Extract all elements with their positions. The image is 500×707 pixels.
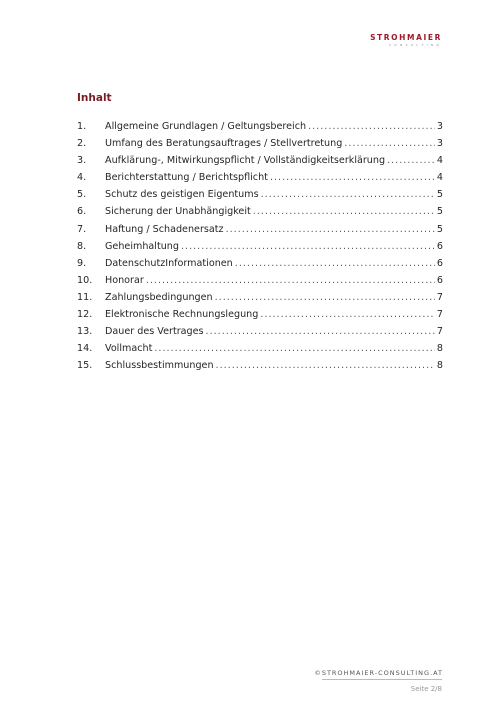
toc-entry-leader: [308, 121, 435, 132]
toc-entry[interactable]: [77, 241, 443, 258]
footer-divider: [322, 679, 442, 680]
toc-entry-title: Umfang des Beratungsauftrages / Stellvertretung: [105, 138, 343, 150]
toc-entry-title: Vollmacht: [105, 343, 153, 355]
toc-entry[interactable]: [77, 275, 443, 292]
toc-entry[interactable]: [77, 189, 443, 206]
toc-entry-leader: [253, 206, 435, 217]
toc-entry[interactable]: [77, 360, 443, 377]
toc-entry-leader: [344, 138, 435, 149]
toc-entry-leader: [181, 241, 435, 252]
toc-entry-page: 3: [436, 121, 443, 132]
toc-entry[interactable]: [77, 224, 443, 241]
toc-entry-number: 14.: [77, 343, 93, 355]
toc-entry-leader: [206, 326, 435, 337]
toc-entry-leader: [154, 343, 435, 354]
toc-entry[interactable]: [77, 292, 443, 309]
toc-entry-number: 7.: [77, 223, 87, 235]
toc-entry-page: 8: [436, 360, 443, 372]
toc-entry-number: 10.: [77, 274, 93, 286]
toc-entry[interactable]: [77, 258, 443, 275]
company-logo: [370, 33, 442, 47]
toc-entry[interactable]: [77, 343, 443, 360]
toc-entry-page: 5: [436, 223, 443, 235]
toc-entry-page: 7: [436, 326, 443, 338]
toc-entry-title: Sicherung der Unabhängigkeit: [105, 206, 251, 218]
toc-entry-number: 11.: [77, 291, 93, 303]
toc-entry-page: 7: [436, 309, 443, 321]
toc-entry[interactable]: [77, 138, 443, 155]
toc-entry-leader: [235, 258, 435, 269]
toc-entry-title: Geheimhaltung: [105, 240, 179, 252]
logo-subtext: C O N S U L T I N G: [388, 43, 440, 47]
toc-entry[interactable]: [77, 309, 443, 326]
toc-entry-page: 7: [436, 291, 443, 303]
page-number: Seite 2/8: [410, 685, 442, 693]
toc-entry-number: 15.: [77, 360, 93, 372]
toc-entry-title: Schutz des geistigen Eigentums: [105, 189, 259, 201]
toc-entry-number: 9.: [77, 257, 87, 269]
toc-entry-number: 12.: [77, 309, 93, 321]
toc-entry-leader: [387, 155, 435, 166]
toc-entry-number: 3.: [77, 155, 87, 167]
toc-heading: Inhalt: [77, 92, 112, 104]
toc-entry[interactable]: [77, 206, 443, 223]
footer-copyright: ©STROHMAIER-CONSULTING.AT: [314, 669, 443, 677]
toc-entry-number: 5.: [77, 189, 87, 201]
toc-entry-leader: [261, 189, 435, 200]
toc-entry-page: 5: [436, 189, 443, 201]
toc-entry-title: Zahlungsbedingungen: [105, 291, 213, 303]
toc-entry-page: 4: [436, 172, 443, 184]
toc-entry[interactable]: [77, 326, 443, 343]
toc-entry-page: 4: [436, 155, 443, 167]
toc-entry-title: Dauer des Vertrages: [105, 326, 204, 338]
toc-entry-number: 1.: [77, 121, 87, 132]
toc-entry-page: 8: [436, 343, 443, 355]
toc-entry-leader: [216, 360, 435, 371]
toc-entry-title: Berichterstattung / Berichtspflicht: [105, 172, 268, 184]
toc-entry-leader: [215, 292, 435, 303]
toc-entry-title: Schlussbestimmungen: [105, 360, 214, 372]
toc-entry-number: 13.: [77, 326, 93, 338]
toc-entry[interactable]: [77, 172, 443, 189]
toc-entry-leader: [146, 275, 435, 286]
toc-entry-title: DatenschutzInformationen: [105, 257, 233, 269]
table-of-contents: [77, 121, 443, 377]
toc-entry-title: Honorar: [105, 274, 144, 286]
toc-entry-number: 2.: [77, 138, 87, 150]
toc-entry-page: 6: [436, 240, 443, 252]
toc-entry[interactable]: [77, 121, 443, 138]
toc-entry-page: 6: [436, 257, 443, 269]
toc-entry-leader: [270, 172, 435, 183]
toc-entry-leader: [226, 224, 435, 235]
toc-entry-number: 4.: [77, 172, 87, 184]
toc-entry[interactable]: [77, 155, 443, 172]
toc-entry-title: Allgemeine Grundlagen / Geltungsbereich: [105, 121, 307, 132]
toc-entry-number: 6.: [77, 206, 87, 218]
toc-entry-title: Elektronische Rechnungslegung: [105, 309, 259, 321]
toc-entry-title: Aufklärung-, Mitwirkungspflicht / Vollständigkeitserklärung: [105, 155, 386, 167]
toc-entry-number: 8.: [77, 240, 87, 252]
toc-entry-page: 6: [436, 274, 443, 286]
toc-entry-page: 3: [436, 138, 443, 150]
toc-entry-page: 5: [436, 206, 443, 218]
logo-text: STROHMAIER: [370, 33, 442, 42]
toc-entry-title: Haftung / Schadenersatz: [105, 223, 224, 235]
toc-entry-leader: [260, 309, 435, 320]
